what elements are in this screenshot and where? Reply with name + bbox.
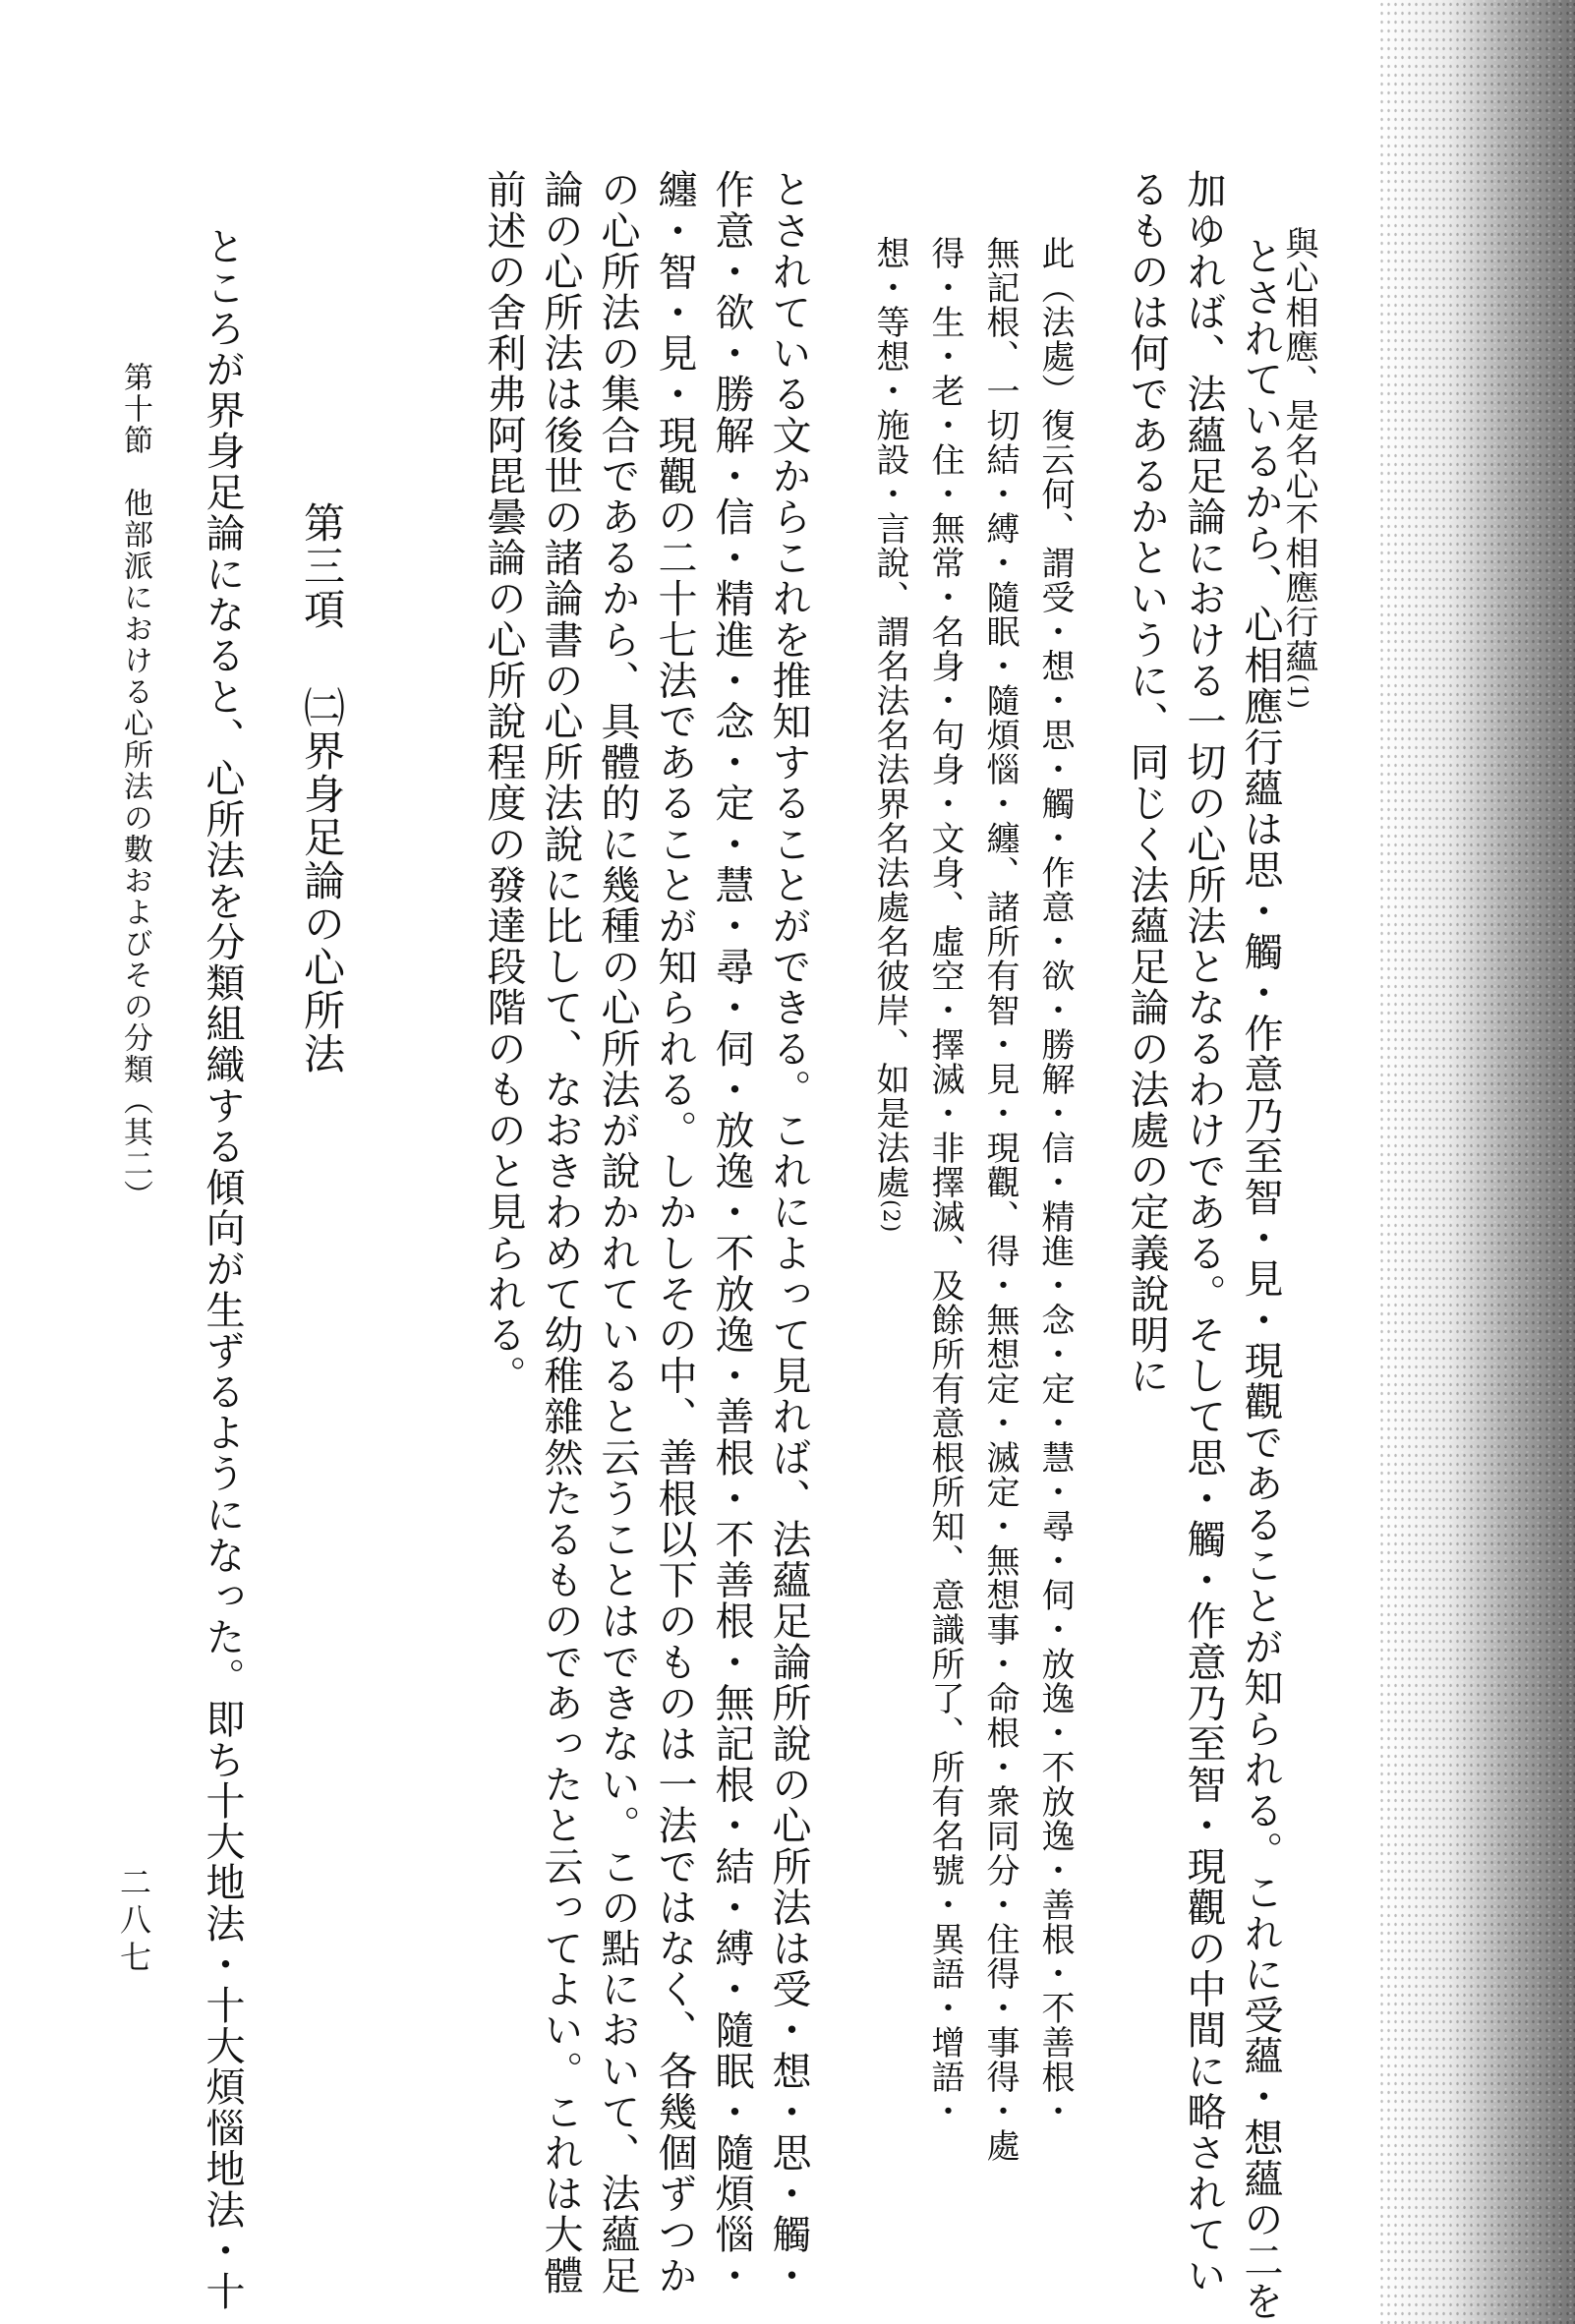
text-column-6: 無記根、一切結・縛・隨眠・隨煩惱・纏、諸所有智・見・現觀、得・無想定・滅定・無想事・命根・衆同分・住得・事得・處 (980, 236, 1020, 2163)
note-marker: (1) (1285, 673, 1312, 710)
text-column-3: 加ゆれば、法蘊足論における一切の心所法となるわけである。そして思・觸・作意乃至智・現觀の中間に略されてい (1181, 169, 1226, 2296)
scan-edge-speckle (1378, 0, 1575, 2324)
page-number: 二八七 (115, 1866, 152, 1978)
running-footer: 第十節 他部派における心所法の數およびその分類（其二） (118, 362, 152, 1211)
text-column-7: 得・生・老・住・無常・名身・句身・文身、虛空・擇滅・非擇滅、及餘所有意根所知、意識所了、所有名號・異語・增語・ (925, 236, 964, 2128)
text-column-9: とされている文からこれを推知することができる。これによって見れば、法蘊足論所說の心所法は受・想・思・觸・ (766, 169, 811, 2296)
text-column-1 (1279, 226, 1318, 710)
text-column-4: るものは何であるかというに、同じく法蘊足論の法處の定義說明に (1124, 169, 1169, 1396)
section-number: 第三項 (298, 501, 346, 631)
text-column-14: 前述の舍利弗阿毘曇論の心所說程度の發達段階のものと見られる。 (481, 169, 526, 1396)
text-column-10: 作意・欲・勝解・信・精進・念・定・慧・尋・伺・放逸・不放逸・善根・不善根・無記根・結・縛・隨眠・隨煩惱・ (709, 169, 754, 2296)
section-title: ㈡界身足論の心所法 (298, 686, 346, 1075)
text-column-5: 此（法處）復云何、謂受・想・思・觸・作意・欲・勝解・信・精進・念・定・慧・尋・伺・放逸・不放逸・善根・不善根・ (1035, 236, 1075, 2128)
column-text: 與心相應、是名心不相應行蘊 (1279, 226, 1318, 673)
text-column-16: ところが界身足論になると、心所法を分類組織する傾向が生ずるようになった。即ち十大地法・十大煩惱地法・十 (200, 226, 245, 2312)
column-text: 想・等想・施設・言說、謂名法名法界名法處名彼岸、如是法處 (870, 236, 909, 1199)
text-column-11: 纏・智・見・現觀の二十七法であることが知られる。しかしその中、善根以下のものは一法ではなく、各幾個ずつか (652, 169, 697, 2296)
text-column-12: の心所法の集合であるから、具體的に幾種の心所法が說かれていると云うことはできない。この點において、法蘊足 (595, 169, 640, 2296)
note-marker: (2) (878, 1199, 903, 1234)
section-heading (298, 501, 346, 1075)
text-column-2: とされているから、心相應行蘊は思・觸・作意乃至智・見・現觀であることが知られる。これに受蘊・想蘊の二を (1238, 236, 1283, 2322)
text-column-8 (870, 236, 909, 1234)
text-column-13: 論の心所法は後世の諸論書の心所法說に比して、なおきわめて幼稚雜然たるものであったと云ってよい。これは大體 (538, 169, 583, 2296)
